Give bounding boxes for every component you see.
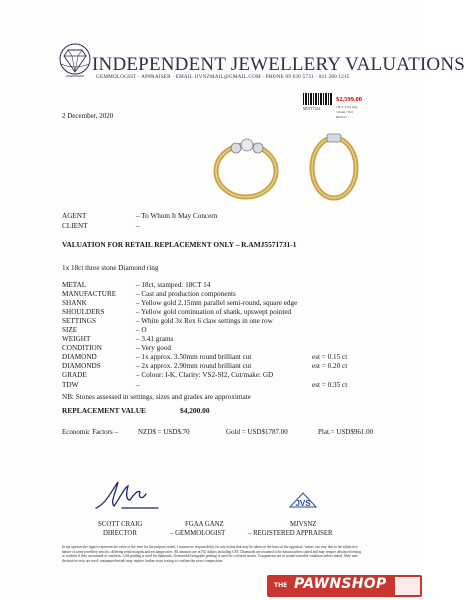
detail-label: SETTINGS: [62, 317, 96, 325]
detail-value: – Very good: [136, 344, 172, 352]
detail-estimate: est = 0.35 ct: [312, 381, 348, 389]
brand-tagline: GEMMOLOGIST · APPRAISER · EMAIL IJVNZMAIL@GMAIL.COM · PHONE 09 630 5731 · 021 280 1215: [96, 74, 350, 80]
replacement-amount: $4,200.00: [180, 406, 210, 415]
tag-line: 18CT 3 stn ring: [336, 105, 358, 109]
diamond-globe-logo-icon: [58, 42, 92, 82]
economic-factors-label: Economic Factors –: [62, 428, 118, 436]
brand-name: INDEPENDENT JEWELLERY VALUATIONS: [92, 54, 465, 75]
detail-label: SIZE: [62, 326, 78, 334]
detail-value: – Yellow gold 2.15mm parallel semi-round, square edge: [136, 299, 298, 307]
detail-label: CONDITION: [62, 344, 102, 352]
tag-price: $2,599.00: [336, 96, 362, 103]
ring-photo: [206, 126, 372, 206]
detail-value: – Colour: I-K, Clarity: VS2-SI2, Cut/make: GD: [136, 371, 274, 379]
detail-value: –: [136, 381, 140, 389]
detail-value: – 1x approx. 3.50mm round brilliant cut: [136, 353, 252, 361]
gold-price: Gold = USD$1787.00: [226, 428, 288, 436]
qualification-name: FGAA GANZ: [185, 521, 224, 528]
detail-label: DIAMOND: [62, 353, 97, 361]
tag-line: RE2CO: [336, 115, 347, 119]
tag-code: M5717314: [303, 106, 321, 111]
watermark-prefix: THE: [274, 582, 288, 589]
registration-role: – REGISTERED APPRAISER: [248, 530, 333, 537]
detail-value: – White gold 3x Rex 6 claw settings in one row: [136, 317, 273, 325]
detail-label: TDW: [62, 381, 79, 389]
client-value: –: [136, 222, 140, 230]
client-label: CLIENT: [62, 222, 88, 230]
detail-label: METAL: [62, 281, 87, 289]
replacement-label: REPLACEMENT VALUE: [62, 406, 146, 415]
detail-value: – 3.41 grams: [136, 335, 174, 343]
detail-label: SHANK: [62, 299, 87, 307]
platinum-price: Plat.= USD$961.00: [318, 428, 374, 436]
qualification-role: – GEMMOLOGIST: [170, 530, 226, 537]
detail-label: MANUFACTURE: [62, 290, 117, 298]
valuation-heading: VALUATION FOR RETAIL REPLACEMENT ONLY – R.AMJ5571731-1: [62, 240, 297, 249]
exchange-rate: NZD$ = USD$.70: [138, 428, 190, 436]
detail-label: SHOULDERS: [62, 308, 105, 316]
detail-label: GRADE: [62, 371, 87, 379]
signature-icon: [92, 478, 162, 512]
detail-value: – Cast and production components: [136, 290, 236, 298]
detail-value: – Yellow gold continuation of shank, upswept pointed: [136, 308, 292, 316]
assessment-note: NB: Stones assessed in settings, sizes and grades are approximate: [62, 393, 251, 401]
detail-value: – 18ct, stamped: 18CT 14: [136, 281, 211, 289]
fine-print: In my opinion the figures represent the value of the item for the purpose stated. I assume no responsibility for any action that may be taken on the basis of the appraisal -values can vary due to the subjective nature of some jewellery articles, differing retail margins and exchange rates. All amounts are in NZ dollars including GST. Diamonds are assumed to be natural unless stated and may require advanced testing to confirm if they are natural or synthetic. GIA grading is used for diamonds, Gemworld/Gemguide grading is used for coloured stones. Components are in sound wearable condition unless stated. Only non-destructive tests are used- unstamped metals may require further assay testing to confirm the exact composition.: [62, 545, 361, 564]
detail-estimate: est = 0.20 ct: [312, 362, 348, 370]
watermark-name: PAWNSHOP: [294, 576, 387, 592]
signatory-role: DIRECTOR: [103, 530, 137, 537]
detail-estimate: est = 0.15 ct: [312, 353, 348, 361]
detail-label: DIAMONDS: [62, 362, 101, 370]
jvs-seal-icon: [288, 489, 318, 513]
seal-text: JVS: [295, 499, 311, 508]
tag-line: 3 diam .35ct: [336, 110, 353, 114]
barcode-icon: [303, 93, 333, 105]
detail-label: WEIGHT: [62, 335, 91, 343]
signatory-name: SCOTT CRAIG: [98, 521, 143, 528]
item-description: 1x 18ct three stone Diamond ring: [62, 264, 159, 272]
detail-value: – 2x approx. 2.90mm round brilliant cut: [136, 362, 252, 370]
agent-label: AGENT: [62, 212, 87, 220]
document-date: 2 December, 2020: [62, 112, 114, 120]
detail-value: – O: [136, 326, 147, 334]
agent-value: – To Whom It May Concern: [136, 212, 218, 220]
registration-name: MJVSNZ: [290, 521, 317, 528]
